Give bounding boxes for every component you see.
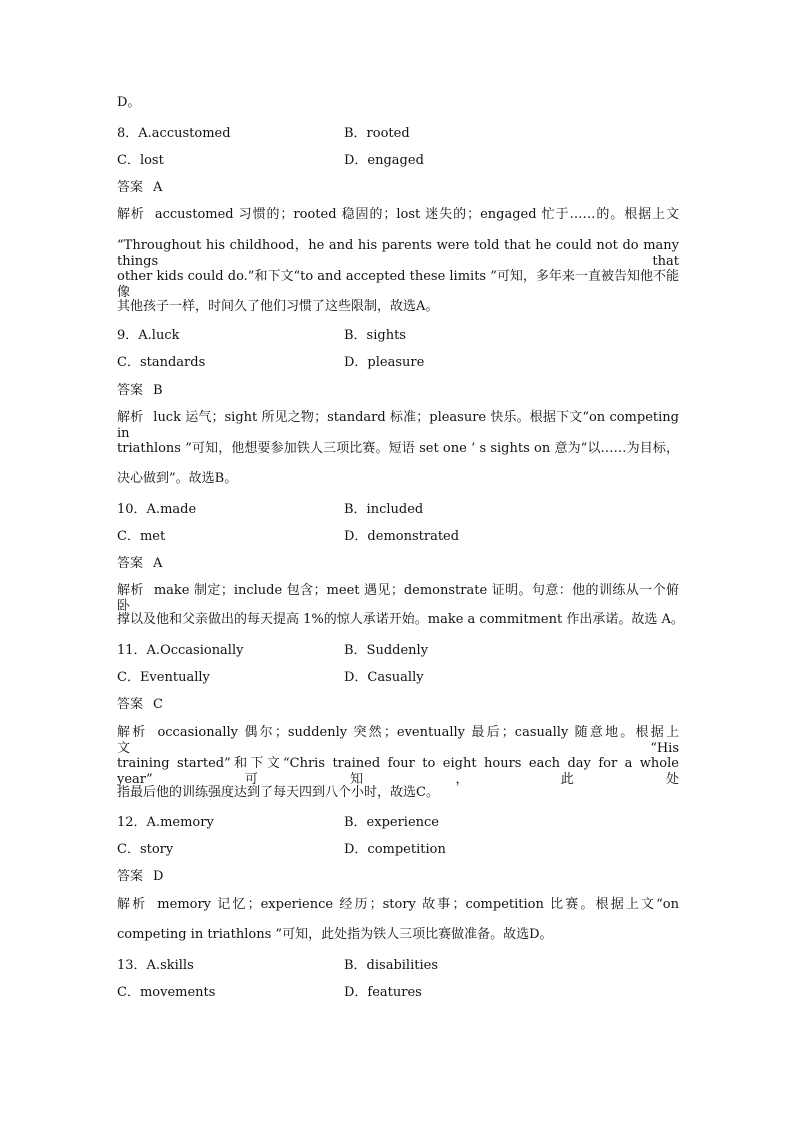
- answer-label: 答案: [117, 180, 144, 195]
- answer-label: 答案: [117, 383, 144, 398]
- q10-answer: [117, 556, 679, 572]
- q11-option-a: 11．A.Occasionally: [117, 643, 244, 658]
- answer-label: 答案: [117, 697, 144, 712]
- q9-option-c: C．standards: [117, 355, 206, 370]
- q12-option-d: D．competition: [344, 842, 446, 857]
- q9-analysis-line-3: 决心做到”。故选B。: [117, 471, 238, 486]
- q9-option-a: 9．A.luck: [117, 328, 180, 343]
- q9-option-d: D．pleasure: [344, 355, 425, 370]
- q8-analysis-line-1: 解析 accustomed 习惯的；rooted 稳固的；lost 迷失的；engaged 忙于……的。根据上文: [117, 207, 679, 222]
- q9-analysis-line-1: 解析 luck 运气；sight 所见之物；standard 标准；pleasure 快乐。根据下文“on competing in: [117, 410, 679, 441]
- q8-option-c: C．lost: [117, 153, 164, 168]
- q13-option-a: 13．A.skills: [117, 958, 194, 973]
- q10-option-a: 10．A.made: [117, 502, 197, 517]
- q10-option-b: B．included: [344, 502, 424, 517]
- q11-option-d: D．Casually: [344, 670, 424, 685]
- q8-answer: [117, 180, 679, 196]
- q8-analysis-line-2: “Throughout his childhood，he and his parents were told that he could not do many things that: [117, 238, 679, 269]
- answer-value: A: [153, 556, 163, 571]
- q11-analysis-line-3: 指最后他的训练强度达到了每天四到八个小时，故选C。: [117, 785, 439, 800]
- q9-option-b: B．sights: [344, 328, 406, 343]
- top-fragment: D。: [117, 95, 141, 110]
- q10-analysis-line-2: 撑以及他和父亲做出的每天提高 1%的惊人承诺开始。make a commitment 作出承诺。故选 A。: [117, 612, 684, 627]
- q10-analysis-line-1: 解析 make 制定；include 包含；meet 遇见；demonstrate 证明。句意：他的训练从一个俯卧: [117, 583, 679, 614]
- q10-option-d: D．demonstrated: [344, 529, 460, 544]
- q8-option-d: D．engaged: [344, 153, 424, 168]
- answer-value: A: [153, 180, 163, 195]
- answer-value: B: [153, 383, 163, 398]
- q11-analysis-line-1: 解析 occasionally 偶尔；suddenly 突然；eventually 最后；casually 随意地。根据上文“His: [117, 725, 679, 756]
- q8-analysis-line-4: 其他孩子一样，时间久了他们习惯了这些限制，故选A。: [117, 299, 439, 314]
- q9-answer: [117, 383, 679, 399]
- q12-answer: [117, 869, 679, 885]
- q13-option-b: B．disabilities: [344, 958, 438, 973]
- q13-option-c: C．movements: [117, 985, 216, 1000]
- q11-answer: [117, 697, 679, 713]
- answer-value: D: [153, 869, 164, 884]
- q8-option-b: B．rooted: [344, 126, 410, 141]
- q10-option-c: C．met: [117, 529, 166, 544]
- analysis-label: 解析: [117, 897, 148, 912]
- q8-option-a: 8．A.accustomed: [117, 126, 231, 141]
- q11-option-b: B．Suddenly: [344, 643, 429, 658]
- analysis-label: 解析: [117, 583, 144, 598]
- q12-option-c: C．story: [117, 842, 174, 857]
- q12-analysis-line-1: 解析 memory 记忆；experience 经历；story 故事；competition 比赛。根据上文“on: [117, 897, 679, 912]
- q12-analysis-line-2: competing in triathlons ”可知，此处指为铁人三项比赛做准备。故选D。: [117, 927, 553, 942]
- q8-analysis-line-3: other kids could do.”和下文“to and accepted these limits ”可知，多年来一直被告知他不能像: [117, 269, 679, 300]
- q11-analysis-line-2: training started”和下文“Chris trained four to eight hours each day for a whole year”可知，此处: [117, 756, 679, 787]
- q9-analysis-line-2: triathlons ”可知，他想要参加铁人三项比赛。短语 set one ’ s sights on 意为“以……为目标，: [117, 441, 679, 456]
- answer-label: 答案: [117, 869, 144, 884]
- q11-option-c: C．Eventually: [117, 670, 210, 685]
- answer-value: C: [153, 697, 163, 712]
- answer-label: 答案: [117, 556, 144, 571]
- q12-option-b: B．experience: [344, 815, 440, 830]
- analysis-label: 解析: [117, 725, 148, 740]
- q12-option-a: 12．A.memory: [117, 815, 214, 830]
- analysis-label: 解析: [117, 207, 145, 222]
- q13-option-d: D．features: [344, 985, 422, 1000]
- analysis-label: 解析: [117, 410, 144, 425]
